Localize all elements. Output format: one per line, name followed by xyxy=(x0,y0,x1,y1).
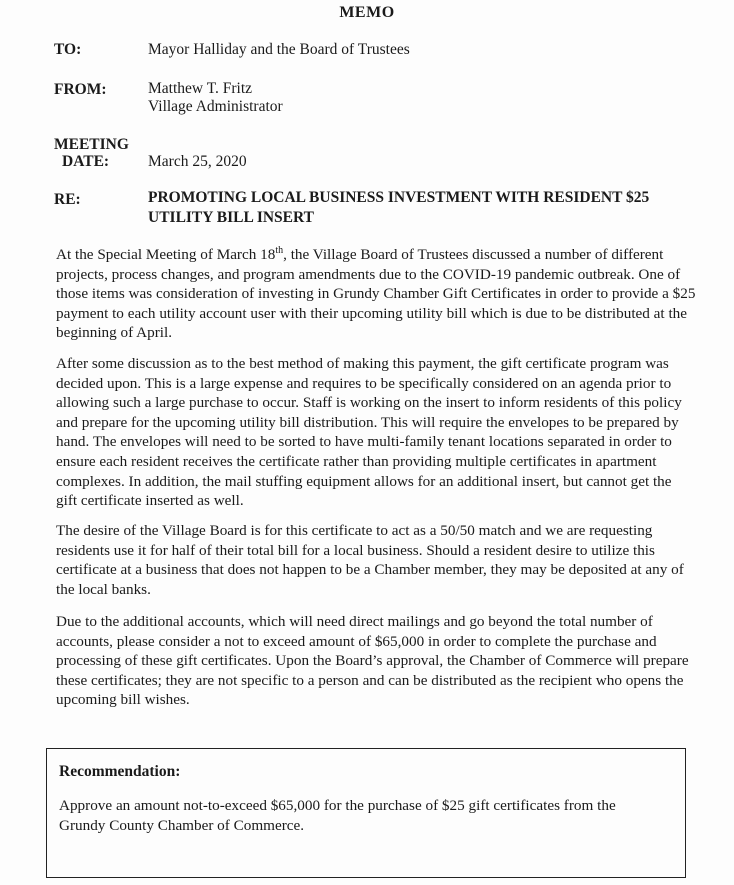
from-title: Village Administrator xyxy=(148,98,283,115)
recommendation-text: Approve an amount not-to-exceed $65,000 for the purchase of $25 gift certificates from the Grundy County Chamber of Commerce. xyxy=(59,797,616,834)
date-value: March 25, 2020 xyxy=(148,153,247,170)
paragraph-1-ordinal: th xyxy=(275,244,284,256)
paragraph-1 xyxy=(56,245,696,343)
paragraph-2: After some discussion as to the best method of making this payment, the gift certificate program was decided upon. This is a large expense and requires to be specifically considered on an agenda prior to allowing such a large purchase to occur. Staff is working on the insert to inform residents of this policy and prepare for the upcoming utility bill distribution. This will require the envelopes to be prepared by hand. The envelopes will need to be sorted to have multi-family tenant locations separated in order to ensure each resident receives the certificate rather than providing multiple certificates in apartment complexes. In addition, the mail stuffing equipment allows for an additional insert, but cannot get the gift certificate inserted as well. xyxy=(56,355,682,510)
paragraph-4: Due to the additional accounts, which will need direct mailings and go beyond the total number of accounts, please consider a not to exceed amount of $65,000 in order to complete the purchase and processing of these gift certificates. Upon the Board’s approval, the Chamber of Commerce will prepare these certificates; they are not specific to a person and can be distributed as the recipient who opens the upcoming bill wishes. xyxy=(56,613,689,709)
paragraph-1-start: At the Special Meeting of March 18 xyxy=(56,246,276,263)
recommendation-title: Recommendation: xyxy=(59,763,181,780)
to-value: Mayor Halliday and the Board of Trustees xyxy=(148,41,410,58)
paragraph-1-rest: , the Village Board of Trustees discussed a number of different projects, process changes, and program amendments due to the COVID-19 pandemic outbreak. One of those items was consideration of investing in Grundy Chamber Gift Certificates in order to provide a $25 payment to each utility account user with their upcoming utility bill which is due to be distributed at the beginning of April. xyxy=(56,246,696,342)
date-label: DATE: xyxy=(62,153,110,170)
recommendation-box xyxy=(46,748,686,878)
from-name: Matthew T. Fritz xyxy=(148,80,253,97)
re-subject: PROMOTING LOCAL BUSINESS INVESTMENT WITH RESIDENT $25 UTILITY BILL INSERT xyxy=(148,189,650,226)
memo-title: MEMO xyxy=(339,4,395,21)
to-label: TO: xyxy=(54,41,82,58)
meeting-label: MEETING xyxy=(54,136,129,153)
paragraph-3: The desire of the Village Board is for this certificate to act as a 50/50 match and we are requesting residents use it for half of their total bill for a local business. Should a resident desire to utilize this certificate at a business that does not happen to be a Chamber member, they may be deposited at any of the local banks. xyxy=(56,522,684,598)
from-label: FROM: xyxy=(54,81,107,98)
re-label: RE: xyxy=(54,191,81,208)
